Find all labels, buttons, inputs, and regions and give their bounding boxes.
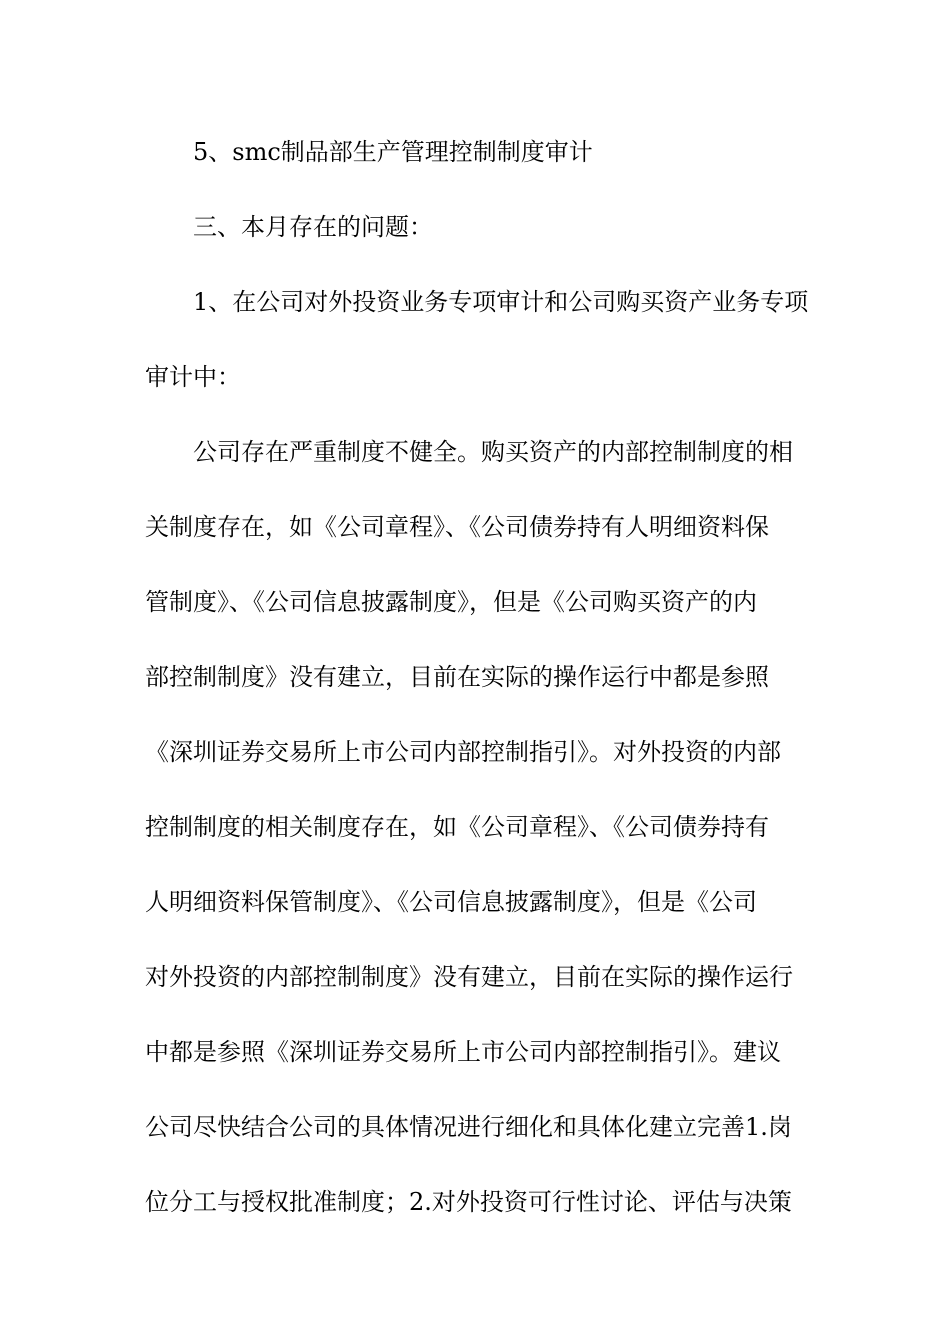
paragraph-2-line-5: 《深圳证券交易所上市公司内部控制指引》。对外投资的内部	[145, 738, 781, 766]
section-heading-problems: 三、本月存在的问题：	[193, 213, 433, 241]
paragraph-2-line-3: 管制度》、《公司信息披露制度》，但是《公司购买资产的内	[145, 588, 757, 616]
paragraph-2-line-10: 公司尽快结合公司的具体情况进行细化和具体化建立完善1.岗	[145, 1113, 792, 1141]
paragraph-2-line-6: 控制制度的相关制度存在，如《公司章程》、《公司债券持有	[145, 813, 769, 841]
list-item-5-smc-audit: 5、smc制品部生产管理控制制度审计	[193, 138, 593, 166]
paragraph-2-line-1: 公司存在严重制度不健全。购买资产的内部控制制度的相	[193, 438, 793, 466]
paragraph-2-line-2: 关制度存在，如《公司章程》、《公司债券持有人明细资料保	[145, 513, 769, 541]
paragraph-2-line-9: 中都是参照《深圳证券交易所上市公司内部控制指引》。建议	[145, 1038, 781, 1066]
paragraph-2-line-4: 部控制制度》没有建立，目前在实际的操作运行中都是参照	[145, 663, 769, 691]
paragraph-1-line-2: 审计中：	[145, 363, 241, 391]
paragraph-2-line-11: 位分工与授权批准制度；2.对外投资可行性讨论、评估与决策	[145, 1188, 792, 1216]
paragraph-2-line-8: 对外投资的内部控制制度》没有建立，目前在实际的操作运行	[145, 963, 793, 991]
paragraph-1-line-1: 1、在公司对外投资业务专项审计和公司购买资产业务专项	[193, 288, 809, 316]
paragraph-2-line-7: 人明细资料保管制度》、《公司信息披露制度》，但是《公司	[145, 888, 757, 916]
